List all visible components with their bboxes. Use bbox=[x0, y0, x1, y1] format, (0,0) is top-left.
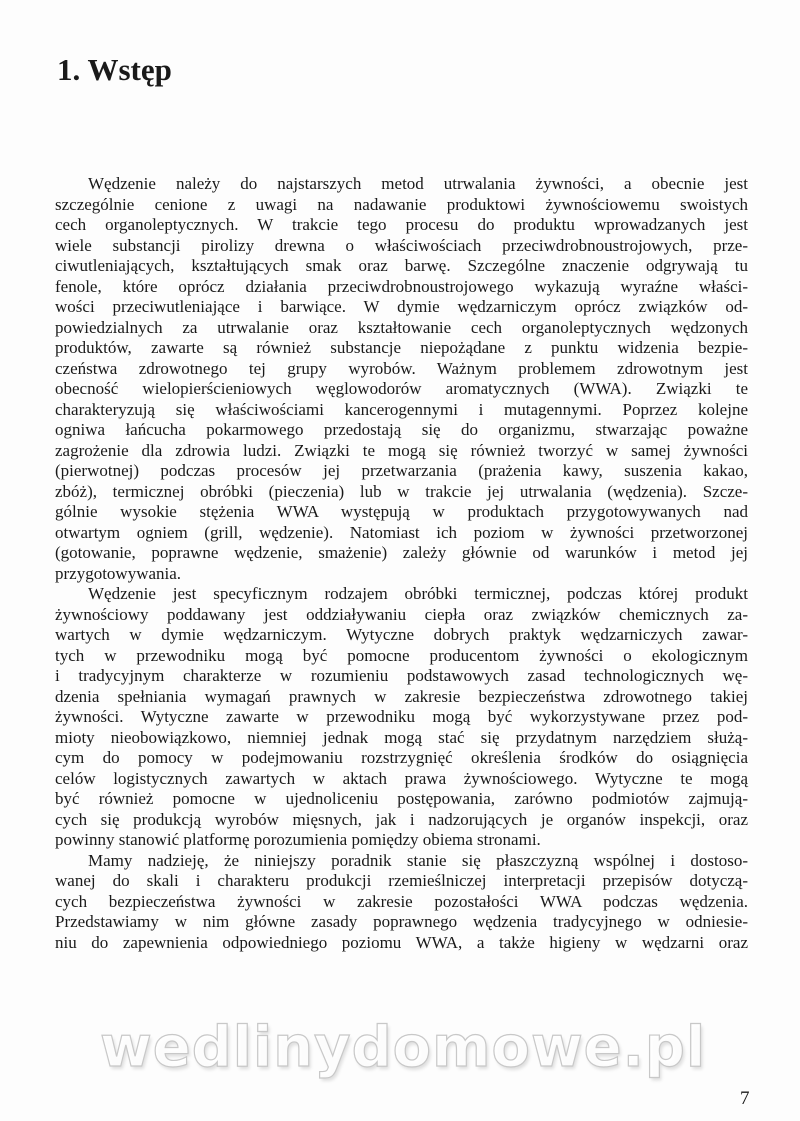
text-line: obecność wielopierścieniowych węglowodorów aromatycznych (WWA). Związki te bbox=[55, 379, 748, 398]
text-line: i tradycyjnym charakterze w rozumieniu podstawowych zasad technologicznych wę- bbox=[55, 666, 748, 685]
text-line: ogniwa łańcucha pokarmowego przedostają się do organizmu, stwarzając poważne bbox=[55, 420, 748, 439]
body-text bbox=[55, 174, 748, 953]
text-line: niu do zapewnienia odpowiedniego poziomu WWA, a także higieny w wędzarni oraz bbox=[55, 932, 748, 952]
watermark-logo: wedlinydomowe.pl bbox=[100, 1015, 707, 1080]
text-line: otwartym ogniem (grill, wędzenie). Natomiast ich poziom w żywności przetworzonej bbox=[55, 522, 748, 542]
text-line: cych się produkcją wyrobów mięsnych, jak i nadzorujących je organów inspekcji, oraz bbox=[55, 809, 748, 829]
text-line: wartych w dymie wędzarniczym. Wytyczne dobrych praktyk wędzarniczych zawar- bbox=[55, 625, 748, 644]
paragraph bbox=[55, 584, 748, 851]
text-line: powinny stanowić platformę porozumienia pomiędzy obiema stronami. bbox=[55, 830, 541, 849]
paragraph bbox=[55, 174, 748, 584]
text-line: cech organoleptycznych. W trakcie tego procesu do produktu wprowadzanych jest bbox=[55, 215, 748, 234]
paragraph bbox=[55, 851, 748, 954]
text-line: szczególnie cenione z uwagi na nadawanie produktowi żywnościowemu swoistych bbox=[55, 194, 748, 214]
text-line: żywności. Wytyczne zawarte w przewodniku mogą być wykorzystywane przez pod- bbox=[55, 707, 748, 726]
text-line: przygotowywania. bbox=[55, 563, 182, 583]
text-line: fenole, które oprócz działania przeciwdrobnoustrojowego wykazują wyraźne właści- bbox=[55, 276, 748, 296]
text-line: gólnie wysokie stężenia WWA występują w produktach przygotowywanych nad bbox=[55, 502, 748, 521]
text-line: dzenia spełniania wymagań prawnych w zakresie bezpieczeństwa zdrowotnego takiej bbox=[55, 686, 748, 706]
text-line: produktów, zawarte są również substancje niepożądane z punktu widzenia bezpie- bbox=[55, 338, 748, 357]
text-line: cym do pomocy w podejmowaniu rozstrzygnięć określenia środków do osiągnięcia bbox=[55, 748, 748, 767]
text-line: zbóż), termicznej obróbki (pieczenia) lub w trakcie jej utrwalania (wędzenia). Szcze- bbox=[55, 481, 748, 501]
text-line: cych bezpieczeństwa żywności w zakresie pozostałości WWA podczas wędzenia. bbox=[55, 891, 748, 911]
text-line: wanej do skali i charakteru produkcji rzemieślniczej interpretacji przepisów dotyczą- bbox=[55, 871, 748, 890]
text-line: wiele substancji pirolizy drewna o właściwościach przeciwdrobnoustrojowych, prze- bbox=[55, 235, 748, 255]
text-line: mioty nieobowiązkowo, niemniej jednak mogą stać się przydatnym narzędziem służą- bbox=[55, 727, 748, 747]
text-line: celów logistycznych zawartych w aktach prawa żywnościowego. Wytyczne te mogą bbox=[55, 768, 748, 788]
text-line: zagrożenie dla zdrowia ludzi. Związki te mogą się również tworzyć w samej żywności bbox=[55, 440, 748, 460]
text-line: tych w przewodniku mogą być pomocne producentom żywności o ekologicznym bbox=[55, 645, 748, 665]
text-line: Wędzenie należy do najstarszych metod utrwalania żywności, a obecnie jest bbox=[88, 174, 748, 193]
text-line: charakteryzują się właściwościami kancerogennymi i mutagennymi. Poprzez kolejne bbox=[55, 399, 748, 419]
text-line: ciwutleniających, kształtujących smak oraz barwę. Szczególne znaczenie odgrywają tu bbox=[55, 256, 748, 275]
page-number: 7 bbox=[740, 1088, 750, 1109]
text-line: żywnościowy poddawany jest oddziaływaniu ciepła oraz związków chemicznych za- bbox=[55, 604, 748, 624]
text-line: Wędzenie jest specyficznym rodzajem obróbki termicznej, podczas której produkt bbox=[88, 584, 748, 603]
text-line: czeństwa zdrowotnego tej grupy wyrobów. Ważnym problemem zdrowotnym jest bbox=[55, 358, 748, 378]
text-line: wości przeciwutleniające i barwiące. W dymie wędzarniczym oprócz związków od- bbox=[55, 297, 748, 316]
section-heading: 1. Wstęp bbox=[57, 52, 172, 87]
text-line: (gotowanie, poprawne wędzenie, smażenie) zależy głównie od warunków i metod jej bbox=[55, 543, 748, 562]
text-line: (pierwotnej) podczas procesów jej przetwarzania (prażenia kawy, suszenia kakao, bbox=[55, 461, 748, 480]
text-line: powiedzialnych za utrwalanie oraz kształtowanie cech organoleptycznych wędzonych bbox=[55, 317, 748, 337]
text-line: Mamy nadzieję, że niniejszy poradnik stanie się płaszczyzną wspólnej i dostoso- bbox=[88, 850, 748, 870]
text-line: Przedstawiamy w nim główne zasady poprawnego wędzenia tradycyjnego w odniesie- bbox=[55, 912, 748, 931]
text-line: być również pomocne w ujednoliceniu postępowania, zarówno podmiotów zajmują- bbox=[55, 789, 748, 808]
